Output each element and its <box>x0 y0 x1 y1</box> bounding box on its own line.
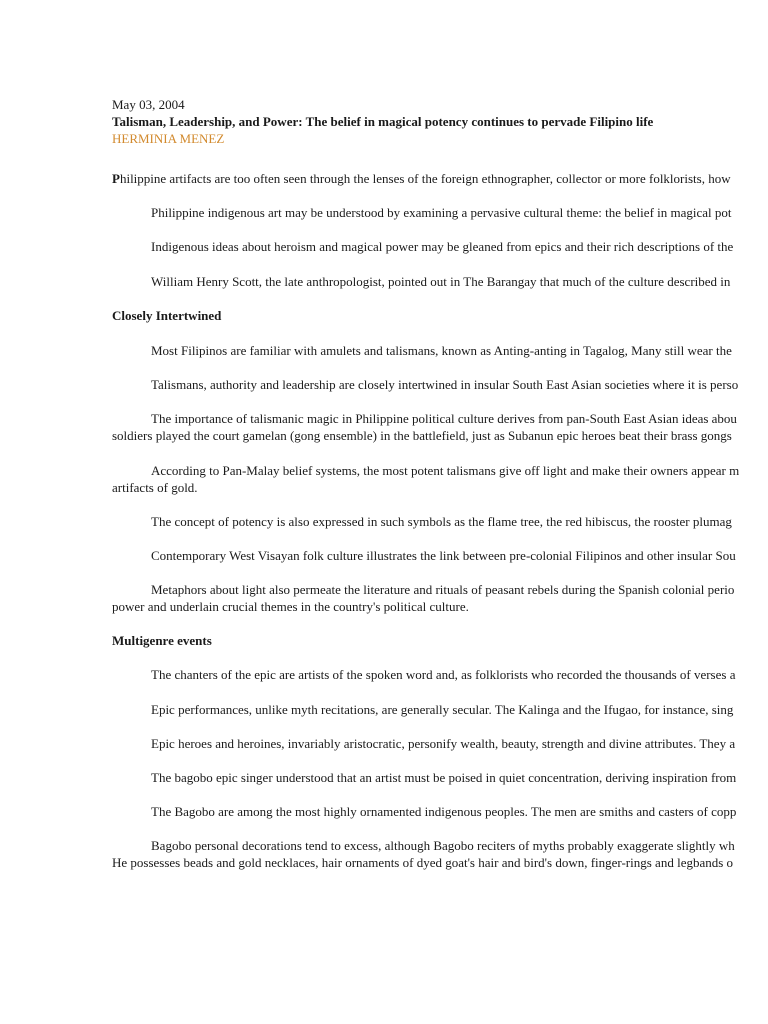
section-heading-closely-intertwined: Closely Intertwined <box>112 308 222 323</box>
paragraph-chanters: The chanters of the epic are artists of the spoken word and, as folklorists who recorded the thousands of verses a <box>151 667 736 682</box>
paragraph-epic-performances: Epic performances, unlike myth recitations, are generally secular. The Kalinga and the Ifugao, for instance, sing <box>151 702 734 717</box>
paragraph-talismans-authority: Talismans, authority and leadership are closely intertwined in insular South East Asian societies where it is perso <box>151 377 739 392</box>
paragraph-epic-heroes: Epic heroes and heroines, invariably aristocratic, personify wealth, beauty, strength and divine attributes. They a <box>151 736 736 751</box>
paragraph-metaphors-line1: Metaphors about light also permeate the literature and rituals of peasant rebels during the Spanish colonial perio <box>151 582 735 597</box>
paragraph-pan-malay-line2: artifacts of gold. <box>112 480 198 495</box>
section-heading-multigenre-events: Multigenre events <box>112 633 212 648</box>
paragraph-bagobo-decorations-line2: He possesses beads and gold necklaces, hair ornaments of dyed goat's hair and bird's down, finger-rings and legbands o <box>112 855 734 870</box>
article-author: HERMINIA MENEZ <box>112 131 225 146</box>
paragraph-west-visayan: Contemporary West Visayan folk culture illustrates the link between pre-colonial Filipinos and other insular Sou <box>151 548 736 563</box>
paragraph-bagobo-ornamented: The Bagobo are among the most highly ornamented indigenous peoples. The men are smiths and casters of copp <box>151 804 737 819</box>
paragraph-potency-symbols: The concept of potency is also expressed in such symbols as the flame tree, the red hibiscus, the rooster plumag <box>151 514 732 529</box>
intro-first-letter: P <box>112 171 120 186</box>
paragraph-amulets: Most Filipinos are familiar with amulets and talismans, known as Anting-anting in Tagalog, Many still wear the <box>151 343 732 358</box>
paragraph-heroism: Indigenous ideas about heroism and magical power may be gleaned from epics and their rich descriptions of the <box>151 239 734 254</box>
paragraph-scott: William Henry Scott, the late anthropologist, pointed out in The Barangay that much of the culture described in <box>151 274 731 289</box>
paragraph-bagobo-decorations-line1: Bagobo personal decorations tend to excess, although Bagobo reciters of myths probably exaggerate slightly wh <box>151 838 735 853</box>
article-title: Talisman, Leadership, and Power: The belief in magical potency continues to pervade Filipino life <box>112 114 654 129</box>
paragraph-indigenous-art: Philippine indigenous art may be understood by examining a pervasive cultural theme: the belief in magical pot <box>151 205 732 220</box>
paragraph-talismanic-magic-line2: soldiers played the court gamelan (gong ensemble) in the battlefield, just as Subanun epic heroes beat their brass gongs <box>112 428 732 443</box>
article-date: May 03, 2004 <box>112 97 185 112</box>
paragraph-bagobo-singer: The bagobo epic singer understood that an artist must be poised in quiet concentration, deriving inspiration from <box>151 770 737 785</box>
intro-text: hilippine artifacts are too often seen through the lenses of the foreign ethnographer, collector or more folklorists, how <box>119 171 731 186</box>
paragraph-talismanic-magic-line1: The importance of talismanic magic in Philippine political culture derives from pan-South East Asian ideas abou <box>151 411 737 426</box>
paragraph-metaphors-line2: power and underlain crucial themes in the country's political culture. <box>112 599 469 614</box>
paragraph-pan-malay-line1: According to Pan-Malay belief systems, the most potent talismans give off light and make their owners appear m <box>151 463 740 478</box>
intro-paragraph <box>112 171 731 187</box>
